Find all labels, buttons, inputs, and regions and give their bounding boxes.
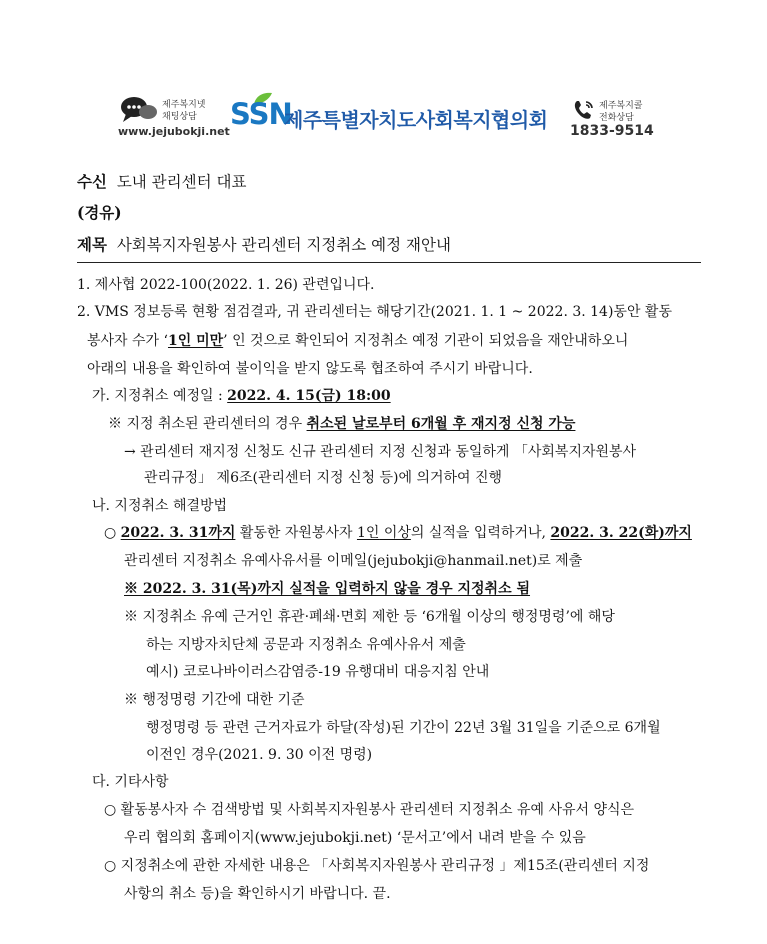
na-note-1-line-3: 예시) 코로나바이러스감염증-19 유행대비 대응지침 안내	[146, 664, 490, 680]
na-circle-1-line-2: 관리센터 지정취소 유예사유서를 이메일(jejubokji@hanmail.net)로 제출	[124, 553, 583, 569]
subject-row	[77, 235, 451, 255]
via-label: (경유)	[77, 203, 122, 222]
da-circle-2-line-1: ○ 지정취소에 관한 자세한 내용은 「사회복지자원봉사 관리규정 」제15조(관리센터 지정	[104, 858, 650, 874]
brand-logo: SSN	[230, 97, 292, 131]
subject-value: 사회복지자원봉사 관리센터 지정취소 예정 재안내	[116, 236, 451, 254]
na-c1-mid1: 활동한 자원봉사자	[235, 525, 357, 541]
paragraph-2-line-1	[77, 303, 701, 321]
paragraph-1: 1. 제사협 2022-100(2022. 1. 26) 관련입니다.	[77, 277, 375, 293]
na-c1-mid3: 의 실적을 입력하거나,	[410, 525, 551, 541]
phone-number[interactable]: 1833-9514	[570, 123, 654, 139]
section-ga	[92, 387, 391, 405]
da-circle-1-line-1: ○ 활동봉사자 수 검색방법 및 사회복지자원봉사 관리센터 지정취소 유예 사유서 양식은	[104, 802, 635, 818]
recipient-row	[77, 172, 246, 192]
na-note-2-line-1: ※ 행정명령 기간에 대한 기준	[124, 692, 305, 708]
chat-bubble-icon	[120, 95, 158, 123]
p2-line1-text: 2. VMS 정보등록 현황 점검결과, 귀 관리센터는 해당기간(2021. 1. 1 ~ 2022. 3. 14)동안 활동	[77, 304, 672, 320]
na-c1-bullet: ○	[104, 525, 117, 541]
da-circle-2-line-2: 사항의 취소 등)을 확인하시기 바랍니다. 끝.	[124, 886, 391, 902]
recipient-label: 수신	[77, 172, 107, 191]
na-warning: ※ 2022. 3. 31(목)까지 실적을 입력하지 않을 경우 지정취소 됨	[124, 581, 531, 597]
p2-line2-post: ’ 인 것으로 확인되어 지정취소 예정 기관이 되었음을 재안내하오니	[223, 333, 629, 349]
na-note-1-line-2: 하는 지방자치단체 공문과 지정취소 유예사유서 제출	[146, 637, 466, 653]
ga-arrow-line-2: 관리규정」 제6조(관리센터 지정 신청 등)에 의거하여 진행	[144, 470, 503, 486]
ga-note-bold: 취소된 날로부터 6개월 후 재지정 신청 가능	[306, 416, 576, 432]
letterhead	[0, 95, 767, 145]
phone-icon	[572, 99, 596, 121]
na-note-2-line-3: 이전인 경우(2021. 9. 30 이전 명령)	[146, 747, 373, 763]
paragraph-2-line-2	[87, 332, 628, 350]
na-c1-date1: 2022. 3. 31까지	[120, 525, 236, 541]
ga-pre: 가. 지정취소 예정일 :	[92, 388, 228, 404]
p2-line2-bold: 1인 미만	[167, 333, 224, 349]
section-da-title: 다. 기타사항	[92, 774, 169, 790]
ga-arrow-line-1: → 관리센터 재지정 신청도 신규 관리센터 지정 신청과 동일하게 「사회복지자원봉사	[124, 444, 637, 460]
org-name: 제주특별자치도사회복지협의회	[284, 108, 548, 132]
ga-note-pre: ※ 지정 취소된 관리센터의 경우	[108, 416, 307, 432]
da-circle-1-line-2: 우리 협의회 홈페이지(www.jejubokji.net) ‘문서고’에서 내려 받을 수 있음	[124, 830, 586, 846]
phone-label-2: 전화상담	[599, 113, 634, 123]
chat-label-1: 제주복지넷	[162, 100, 206, 110]
divider	[77, 262, 701, 263]
subject-label: 제목	[77, 235, 107, 254]
section-na-title: 나. 지정취소 해결방법	[92, 498, 228, 514]
chat-label-2: 채팅상담	[162, 112, 197, 122]
recipient-value: 도내 관리센터 대표	[116, 173, 247, 191]
phone-label-1: 제주복지콜	[599, 101, 643, 111]
na-note-2-line-2: 행정명령 등 관련 근거자료가 하달(작성)된 기간이 22년 3월 31일을 기준으로 6개월	[146, 720, 661, 736]
ga-date: 2022. 4. 15(금) 18:00	[227, 388, 391, 404]
website-link[interactable]: www.jejubokji.net	[118, 125, 230, 138]
ga-note	[108, 415, 575, 433]
paragraph-2-line-3: 아래의 내용을 확인하여 불이익을 받지 않도록 협조하여 주시기 바랍니다.	[87, 361, 533, 377]
na-note-1-line-1: ※ 지정취소 유예 근거인 휴관·폐쇄·면회 제한 등 ‘6개월 이상의 행정명령’에 해당	[124, 609, 615, 625]
na-c1-date2: 2022. 3. 22(화)까지	[550, 525, 692, 541]
na-c1-mid2: 이상	[379, 525, 411, 541]
na-c1-u1: 1인	[356, 525, 380, 541]
na-circle-1-line-1	[104, 524, 692, 542]
p2-line2-pre: 봉사자 수가 ‘	[87, 333, 168, 349]
